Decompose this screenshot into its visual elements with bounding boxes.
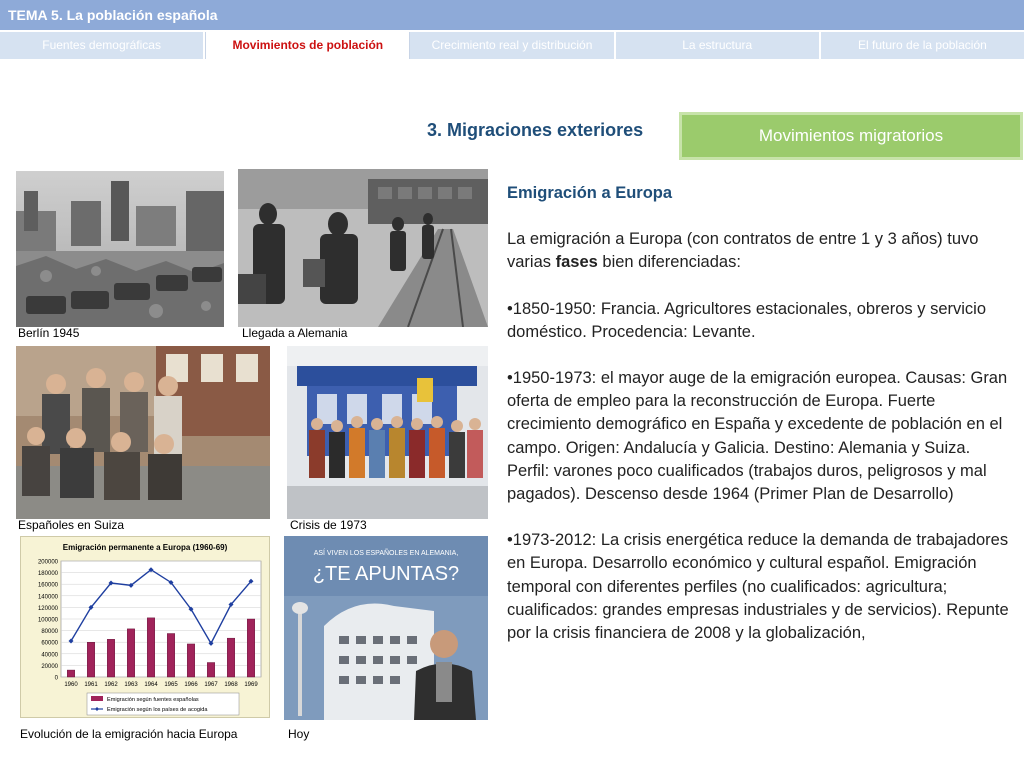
chart-bar bbox=[67, 670, 75, 677]
intro-text-bold: fases bbox=[555, 253, 598, 272]
chart-bar bbox=[187, 644, 195, 677]
chart-ytick-label: 20000 bbox=[41, 663, 58, 670]
hoy-poster-photo bbox=[284, 536, 488, 720]
chart-legend-label: Emigración según los países de acogida bbox=[107, 707, 208, 713]
grafico-caption: Evolución de la emigración hacia Europa bbox=[20, 727, 238, 741]
poster-small-text: ASÍ VIVEN LOS ESPAÑOLES EN ALEMANIA, bbox=[313, 550, 459, 557]
chart-ytick-label: 80000 bbox=[41, 629, 58, 636]
llegada-alemania-photo bbox=[238, 169, 488, 327]
chart-xtick-label: 1962 bbox=[104, 682, 118, 688]
espanoles-suiza-photo bbox=[16, 346, 270, 519]
poster-big-text: ¿TE APUNTAS? bbox=[312, 563, 460, 585]
chart-xtick-label: 1965 bbox=[164, 682, 178, 688]
tab-crecimiento-real[interactable]: Crecimiento real y distribución bbox=[410, 32, 615, 59]
chart-bar bbox=[147, 618, 155, 677]
topic-title: TEMA 5. La población española bbox=[8, 7, 218, 23]
chart-bar bbox=[107, 639, 115, 677]
chart-xtick-label: 1960 bbox=[64, 682, 78, 688]
chart-bar bbox=[227, 638, 235, 677]
chart-bar bbox=[87, 642, 95, 677]
chart-bar bbox=[247, 619, 255, 677]
crisis-1973-photo bbox=[287, 346, 488, 519]
berlin-1945-photo bbox=[16, 171, 224, 327]
llegada-caption: Llegada a Alemania bbox=[242, 326, 348, 340]
berlin-caption: Berlín 1945 bbox=[18, 326, 80, 340]
chart-bar bbox=[207, 663, 215, 678]
chart-xtick-label: 1961 bbox=[84, 682, 98, 688]
chart-legend-bar-swatch bbox=[91, 696, 103, 701]
tab-la-estructura[interactable]: La estructura bbox=[616, 32, 821, 59]
topic-title-bar bbox=[0, 0, 1024, 30]
phase-1-paragraph: •1850-1950: Francia. Agricultores estacionales, obreros y servicio doméstico. Procedencia: Levante. bbox=[507, 299, 987, 341]
content-text bbox=[507, 182, 1012, 668]
chart-ytick-label: 120000 bbox=[37, 605, 58, 612]
chart-xtick-label: 1964 bbox=[144, 682, 158, 688]
chart-xtick-label: 1969 bbox=[244, 682, 258, 688]
chart-legend-label: Emigración según fuentes españolas bbox=[107, 697, 199, 703]
chart-ytick-label: 0 bbox=[54, 675, 58, 682]
tab-futuro-poblacion[interactable]: El futuro de la población bbox=[821, 32, 1024, 59]
chart-ytick-label: 100000 bbox=[37, 617, 58, 624]
chart-title: Emigración permanente a Europa (1960-69) bbox=[62, 543, 228, 552]
intro-paragraph bbox=[507, 228, 1012, 274]
phase-2-paragraph: •1950-1973: el mayor auge de la emigración europea. Causas: Gran oferta de empleo para la reconstrucción de Europa. Fuerte crecimiento demográfico en España y excedente de población en el campo. Origen: Andalucía y Galicia. Destino: Alemania y Suiza. Perfil: varones poco cualificados (trabajos duros, peligrosos y mal pagados). Descenso desde 1964 (Primer Plan de Desarrollo) bbox=[507, 369, 1008, 504]
section-nav bbox=[0, 31, 1024, 59]
emigration-chart bbox=[20, 536, 270, 718]
hoy-caption: Hoy bbox=[288, 727, 310, 741]
chart-xtick-label: 1967 bbox=[204, 682, 218, 688]
intro-text-pre: La emigración a Europa (con contratos de entre 1 y 3 años) tuvo varias bbox=[507, 230, 979, 272]
chart-ytick-label: 140000 bbox=[37, 594, 58, 601]
chart-ytick-label: 160000 bbox=[37, 582, 58, 589]
content-subtitle: Emigración a Europa bbox=[507, 184, 673, 202]
chart-ytick-label: 200000 bbox=[37, 559, 58, 566]
chart-bar bbox=[167, 634, 175, 678]
movimientos-migratorios-button[interactable]: Movimientos migratorios bbox=[679, 112, 1023, 160]
crisis-caption: Crisis de 1973 bbox=[290, 518, 367, 532]
tab-movimientos-de-poblacion[interactable]: Movimientos de población bbox=[205, 32, 410, 59]
chart-ytick-label: 180000 bbox=[37, 571, 58, 578]
chart-xtick-label: 1966 bbox=[184, 682, 198, 688]
chart-bar bbox=[127, 629, 135, 677]
section-heading: 3. Migraciones exteriores bbox=[427, 120, 644, 140]
phase-3-paragraph: •1973-2012: La crisis energética reduce la demanda de trabajadores en Europa. Desarrollo económico y cultural español. Emigración temporal con diferentes perfiles (no cualificados: agricultura; cualificados: grandes empresas industriales y de servicios). Repunte por la crisis financiera de 2008 y la globalización, bbox=[507, 531, 1009, 643]
tab-fuentes-demograficas[interactable]: Fuentes demográficas bbox=[0, 32, 205, 59]
chart-xtick-label: 1968 bbox=[224, 682, 238, 688]
chart-ytick-label: 60000 bbox=[41, 640, 58, 647]
intro-text-post: bien diferenciadas: bbox=[597, 253, 741, 272]
chart-xtick-label: 1963 bbox=[124, 682, 138, 688]
suiza-caption: Españoles en Suiza bbox=[18, 518, 125, 532]
chart-ytick-label: 40000 bbox=[41, 652, 58, 659]
